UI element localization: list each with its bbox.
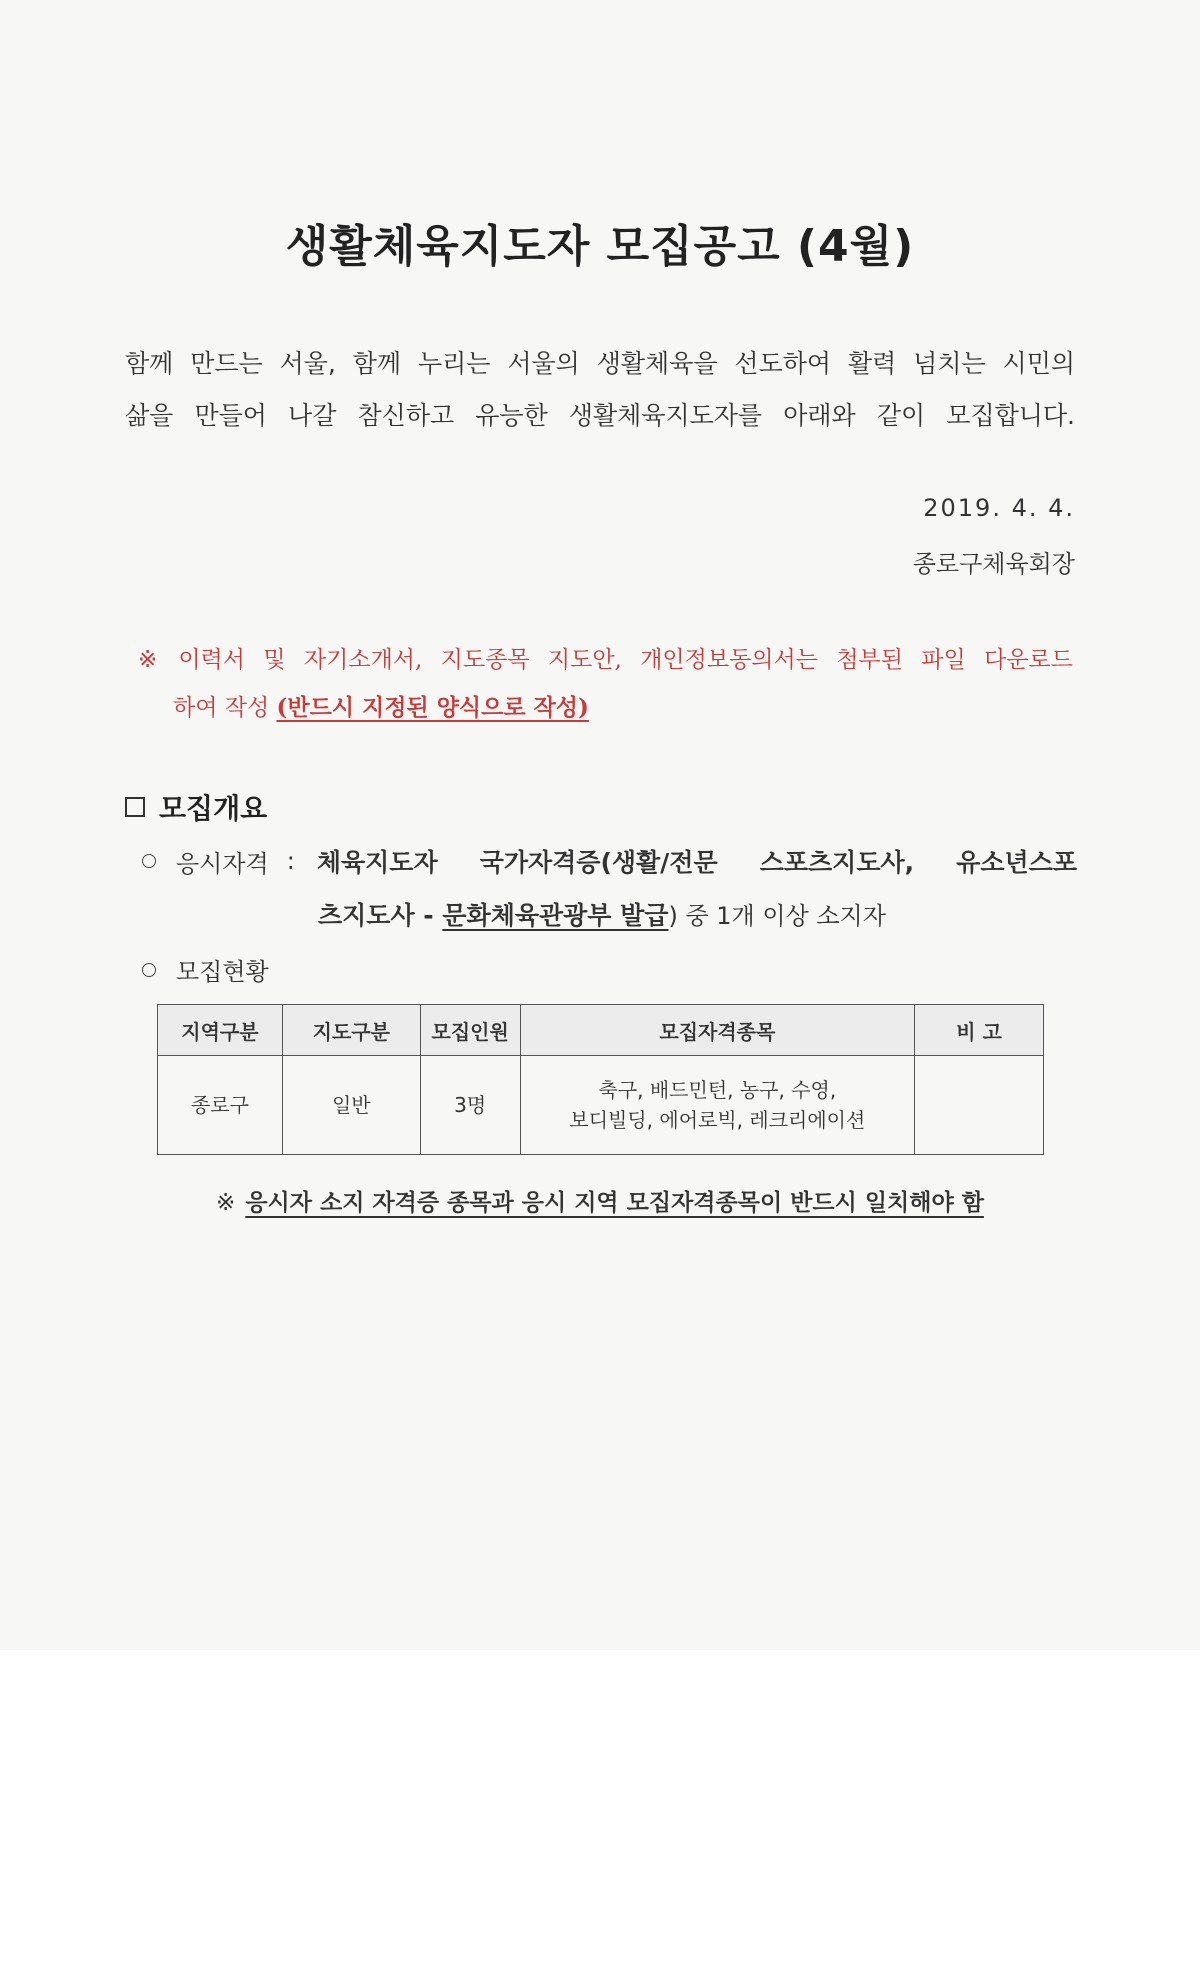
attachment-notice (138, 636, 1073, 732)
qualification-issuer: 문화체육관광부 발급 (442, 901, 669, 930)
cell-remarks (915, 1056, 1044, 1155)
header-sports: 모집자격종목 (520, 1005, 915, 1056)
table-row (158, 1056, 1044, 1155)
header-count: 모집인원 (420, 1005, 520, 1056)
circle-bullet-icon (142, 963, 156, 977)
page-title: 생활체육지도자 모집공고 (4월) (285, 221, 915, 272)
notice-line-1-text: 이력서 및 자기소개서, 지도종목 지도안, 개인정보동의서는 첨부된 파일 다운로드 (178, 647, 1073, 673)
qualification-label: 응시자격 (176, 849, 269, 878)
intro-paragraph (125, 338, 1075, 442)
square-bullet-icon (125, 797, 145, 817)
reference-mark-icon: ※ (216, 1190, 236, 1216)
announcement-date: 2019. 4. 4. (923, 494, 1075, 522)
notice-emphasis: (반드시 지정된 양식으로 작성) (276, 694, 589, 721)
qualification-line-2 (318, 896, 886, 932)
header-type: 지도구분 (282, 1005, 420, 1056)
notice-line-2-text: 하여 작성 (173, 695, 270, 721)
status-item (142, 952, 269, 987)
header-remarks: 비 고 (915, 1005, 1044, 1056)
qualification-line-2-rest: ) 중 1개 이상 소지자 (668, 902, 886, 930)
cell-count: 3명 (420, 1056, 520, 1155)
section-heading-text: 모집개요 (159, 792, 268, 825)
intro-line-1: 함께 만드는 서울, 함께 누리는 서울의 생활체육을 선도하여 활력 넘치는 시민의 (125, 349, 1075, 378)
cell-region: 종로구 (158, 1056, 283, 1155)
reference-mark-icon: ※ (138, 647, 169, 673)
recruitment-table (157, 1004, 1044, 1155)
qualification-line-1: 체육지도자 국가자격증(생활/전문 스포츠지도사, 유소년스포 (316, 848, 1077, 877)
cell-sports-line-1: 축구, 배드민턴, 농구, 수영, (598, 1078, 837, 1102)
section-heading-overview (125, 787, 267, 827)
warning-text: 응시자 소지 자격증 종목과 응시 지역 모집자격종목이 반드시 일치해야 함 (245, 1189, 984, 1216)
qualification-item (142, 843, 1077, 879)
issuing-organization: 종로구체육회장 (912, 550, 1075, 578)
cell-sports-line-2: 보디빌딩, 에어로빅, 레크리에이션 (569, 1108, 866, 1132)
notice-line-1 (138, 636, 1073, 684)
table-header-row (158, 1005, 1044, 1056)
cell-sports (520, 1056, 915, 1155)
intro-line-2: 삶을 만들어 나갈 참신하고 유능한 생활체육지도자를 아래와 같이 모집합니다. (125, 401, 1075, 430)
notice-line-2 (138, 684, 1073, 732)
qualification-colon: : (286, 847, 295, 875)
status-label: 모집현황 (176, 958, 269, 986)
circle-bullet-icon (142, 854, 156, 868)
qualification-line-2-bold: 츠지도사 - (318, 901, 443, 930)
header-region: 지역구분 (158, 1005, 283, 1056)
match-warning (0, 1184, 1200, 1217)
cell-type: 일반 (282, 1056, 420, 1155)
